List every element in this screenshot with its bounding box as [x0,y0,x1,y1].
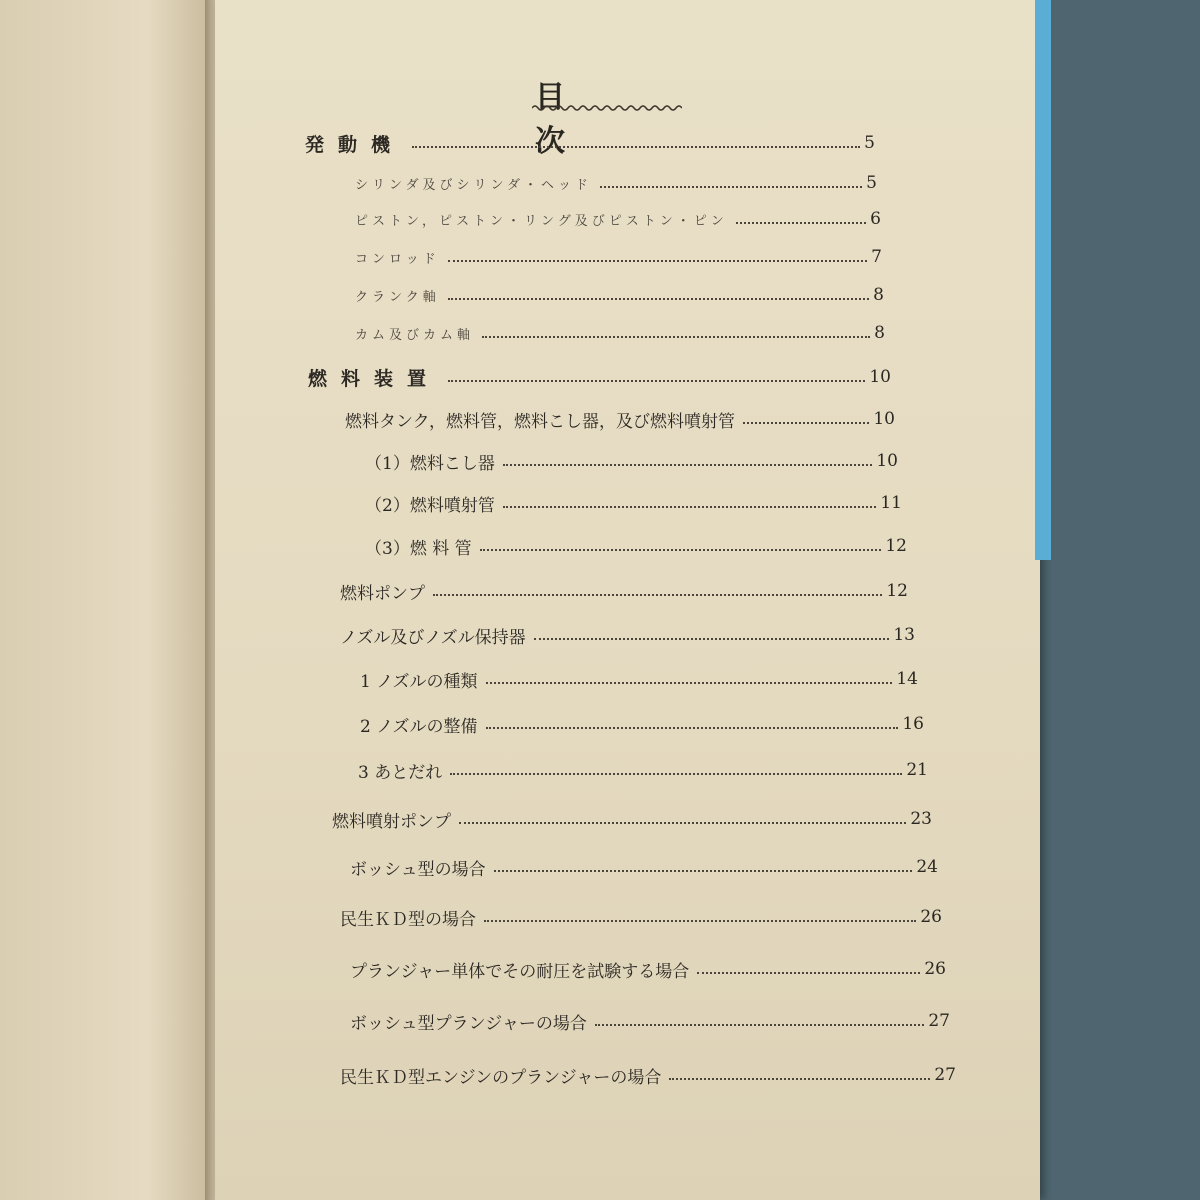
leader-dots [484,918,916,922]
toc-entry-label: 燃料噴射ポンプ [332,811,451,832]
toc-entry [340,620,915,650]
leader-dots [448,258,867,262]
toc-entry-page: 10 [876,451,898,471]
toc-entry-page: 10 [873,409,895,429]
toc-entry-page: 11 [880,493,902,513]
toc-entry-page: 23 [910,809,932,829]
leader-dots [482,334,870,338]
leader-dots [486,680,893,684]
leader-dots [534,636,890,640]
leader-dots [736,220,866,224]
leader-dots [494,868,913,872]
toc-entry-page: 24 [916,857,938,877]
toc-entry-label: 燃料タンク，燃料管，燃料こし器，及び燃料噴射管 [345,411,735,432]
toc-entry [355,168,877,198]
toc-entry-page: 27 [934,1065,956,1085]
toc-entry-page: 13 [893,625,915,645]
title-underline [532,104,682,112]
toc-entry-label: クランク軸 [355,289,440,305]
toc-entry [350,1006,950,1036]
toc-title: 目 次 [535,80,605,159]
blue-cover-edge [1035,0,1051,560]
leader-dots [595,1022,924,1026]
toc-entry-label: ノズル及びノズル保持器 [340,627,526,648]
leader-dots [697,970,920,974]
toc-entry-label: 2 ノズルの整備 [360,716,478,737]
leader-dots [448,378,865,382]
toc-entry-label: ピストン，ピストン・リング及びピストン・ピン [355,213,728,229]
toc-entry-label: （2）燃料噴射管 [365,495,495,516]
leader-dots [669,1076,930,1080]
toc-entry-page: 8 [873,285,884,305]
toc-entry-page: 6 [870,209,881,229]
toc-entry-label: 燃料ポンプ [340,583,425,604]
toc-entry-label: 発動機 [305,133,405,156]
toc-entry [365,488,902,518]
toc-entry [355,242,882,272]
toc-entry-label: （3）燃 料 管 [365,538,472,559]
toc-entry-label: 燃料装置 [308,367,441,390]
toc-entry-label: シリンダ及びシリンダ・ヘッド [355,177,592,193]
toc-entry [358,755,928,785]
toc-entry [340,576,908,606]
leader-dots [503,462,873,466]
toc-entry [360,709,924,739]
toc-entry [340,902,942,932]
toc-entry-page: 26 [920,907,942,927]
leader-dots [412,144,860,148]
toc-entry-label: カム及びカム軸 [355,327,475,343]
toc-entry-page: 27 [928,1011,950,1031]
toc-entry-page: 12 [885,536,907,556]
toc-entry [355,318,885,348]
toc-entry-label: （1）燃料こし器 [365,453,495,474]
toc-entry-label: 1 ノズルの種類 [360,671,478,692]
toc-entry-page: 7 [871,247,882,267]
toc-entry-page: 5 [866,173,877,193]
toc-entry-page: 8 [874,323,885,343]
toc-entry-page: 21 [906,760,928,780]
toc-entry [365,531,907,561]
left-page [0,0,210,1200]
toc-entry-page: 10 [869,367,891,387]
toc-entry [360,664,918,694]
leader-dots [486,725,899,729]
leader-dots [600,184,862,188]
leader-dots [480,547,882,551]
toc-entry-page: 16 [902,714,924,734]
toc-entry [350,852,938,882]
toc-entry [308,362,891,392]
toc-entry [350,954,946,984]
toc-entry-label: 3 あとだれ [358,762,443,783]
toc-entry-label: ボッシュ型の場合 [350,859,486,880]
toc-entry [345,404,895,434]
toc-entry [332,804,932,834]
toc-entry [365,446,898,476]
toc-entry [305,128,875,158]
toc-entry-label: ボッシュ型プランジャーの場合 [350,1013,587,1034]
leader-dots [450,771,902,775]
leader-dots [459,820,906,824]
leader-dots [743,420,869,424]
leader-dots [503,504,877,508]
toc-entry-page: 5 [864,133,875,153]
toc-entry-label: コンロッド [355,251,440,267]
toc-entry [355,204,881,234]
toc-entry-label: プランジャー単体でその耐圧を試験する場合 [350,961,690,982]
toc-entry-page: 26 [924,959,946,979]
toc-entry-page: 14 [896,669,918,689]
toc-entry-page: 12 [886,581,908,601]
leader-dots [433,592,882,596]
toc-entry [355,280,884,310]
leader-dots [448,296,869,300]
toc-entry-label: 民生ＫＤ型エンジンのプランジャーの場合 [340,1067,662,1088]
toc-entry [340,1060,956,1090]
toc-entry-label: 民生ＫＤ型の場合 [340,909,476,930]
